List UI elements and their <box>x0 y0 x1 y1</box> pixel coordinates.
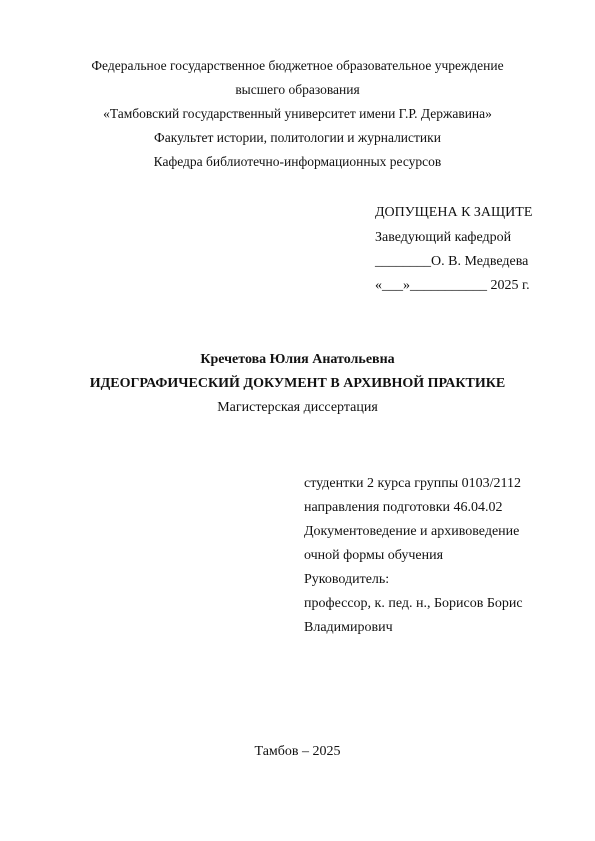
approval-signature: ________О. В. Медведева <box>375 254 529 269</box>
study-form: очной формы обучения <box>304 548 444 563</box>
faculty-name: Факультет истории, политологии и журналистики <box>154 130 441 145</box>
supervisor-name: Владимирович <box>304 620 393 635</box>
approval-title: ДОПУЩЕНА К ЗАЩИТЕ <box>375 205 533 220</box>
department-name: Кафедра библиотечно-информационных ресурсов <box>153 154 442 169</box>
approval-date: «___»___________ 2025 г. <box>375 278 530 293</box>
student-course-group: студентки 2 курса группы 0103/2112 <box>304 476 522 491</box>
supervisor-title: профессор, к. пед. н., Борисов Борис <box>304 596 523 611</box>
institution-line-2: высшего образования <box>235 82 360 97</box>
supervisor-label: Руководитель: <box>304 572 390 587</box>
place-year: Тамбов – 2025 <box>254 744 341 759</box>
approval-position: Заведующий кафедрой <box>375 230 512 245</box>
thesis-type: Магистерская диссертация <box>217 400 378 415</box>
study-direction: направления подготовки 46.04.02 <box>304 500 503 515</box>
study-program: Документоведение и архивоведение <box>304 524 520 539</box>
author-name: Кречетова Юлия Анатольевна <box>200 352 395 367</box>
institution-line-1: Федеральное государственное бюджетное образовательное учреждение <box>91 58 504 73</box>
university-name: «Тамбовский государственный университет имени Г.Р. Державина» <box>103 106 492 121</box>
thesis-title: ИДЕОГРАФИЧЕСКИЙ ДОКУМЕНТ В АРХИВНОЙ ПРАКТИКЕ <box>89 376 506 391</box>
